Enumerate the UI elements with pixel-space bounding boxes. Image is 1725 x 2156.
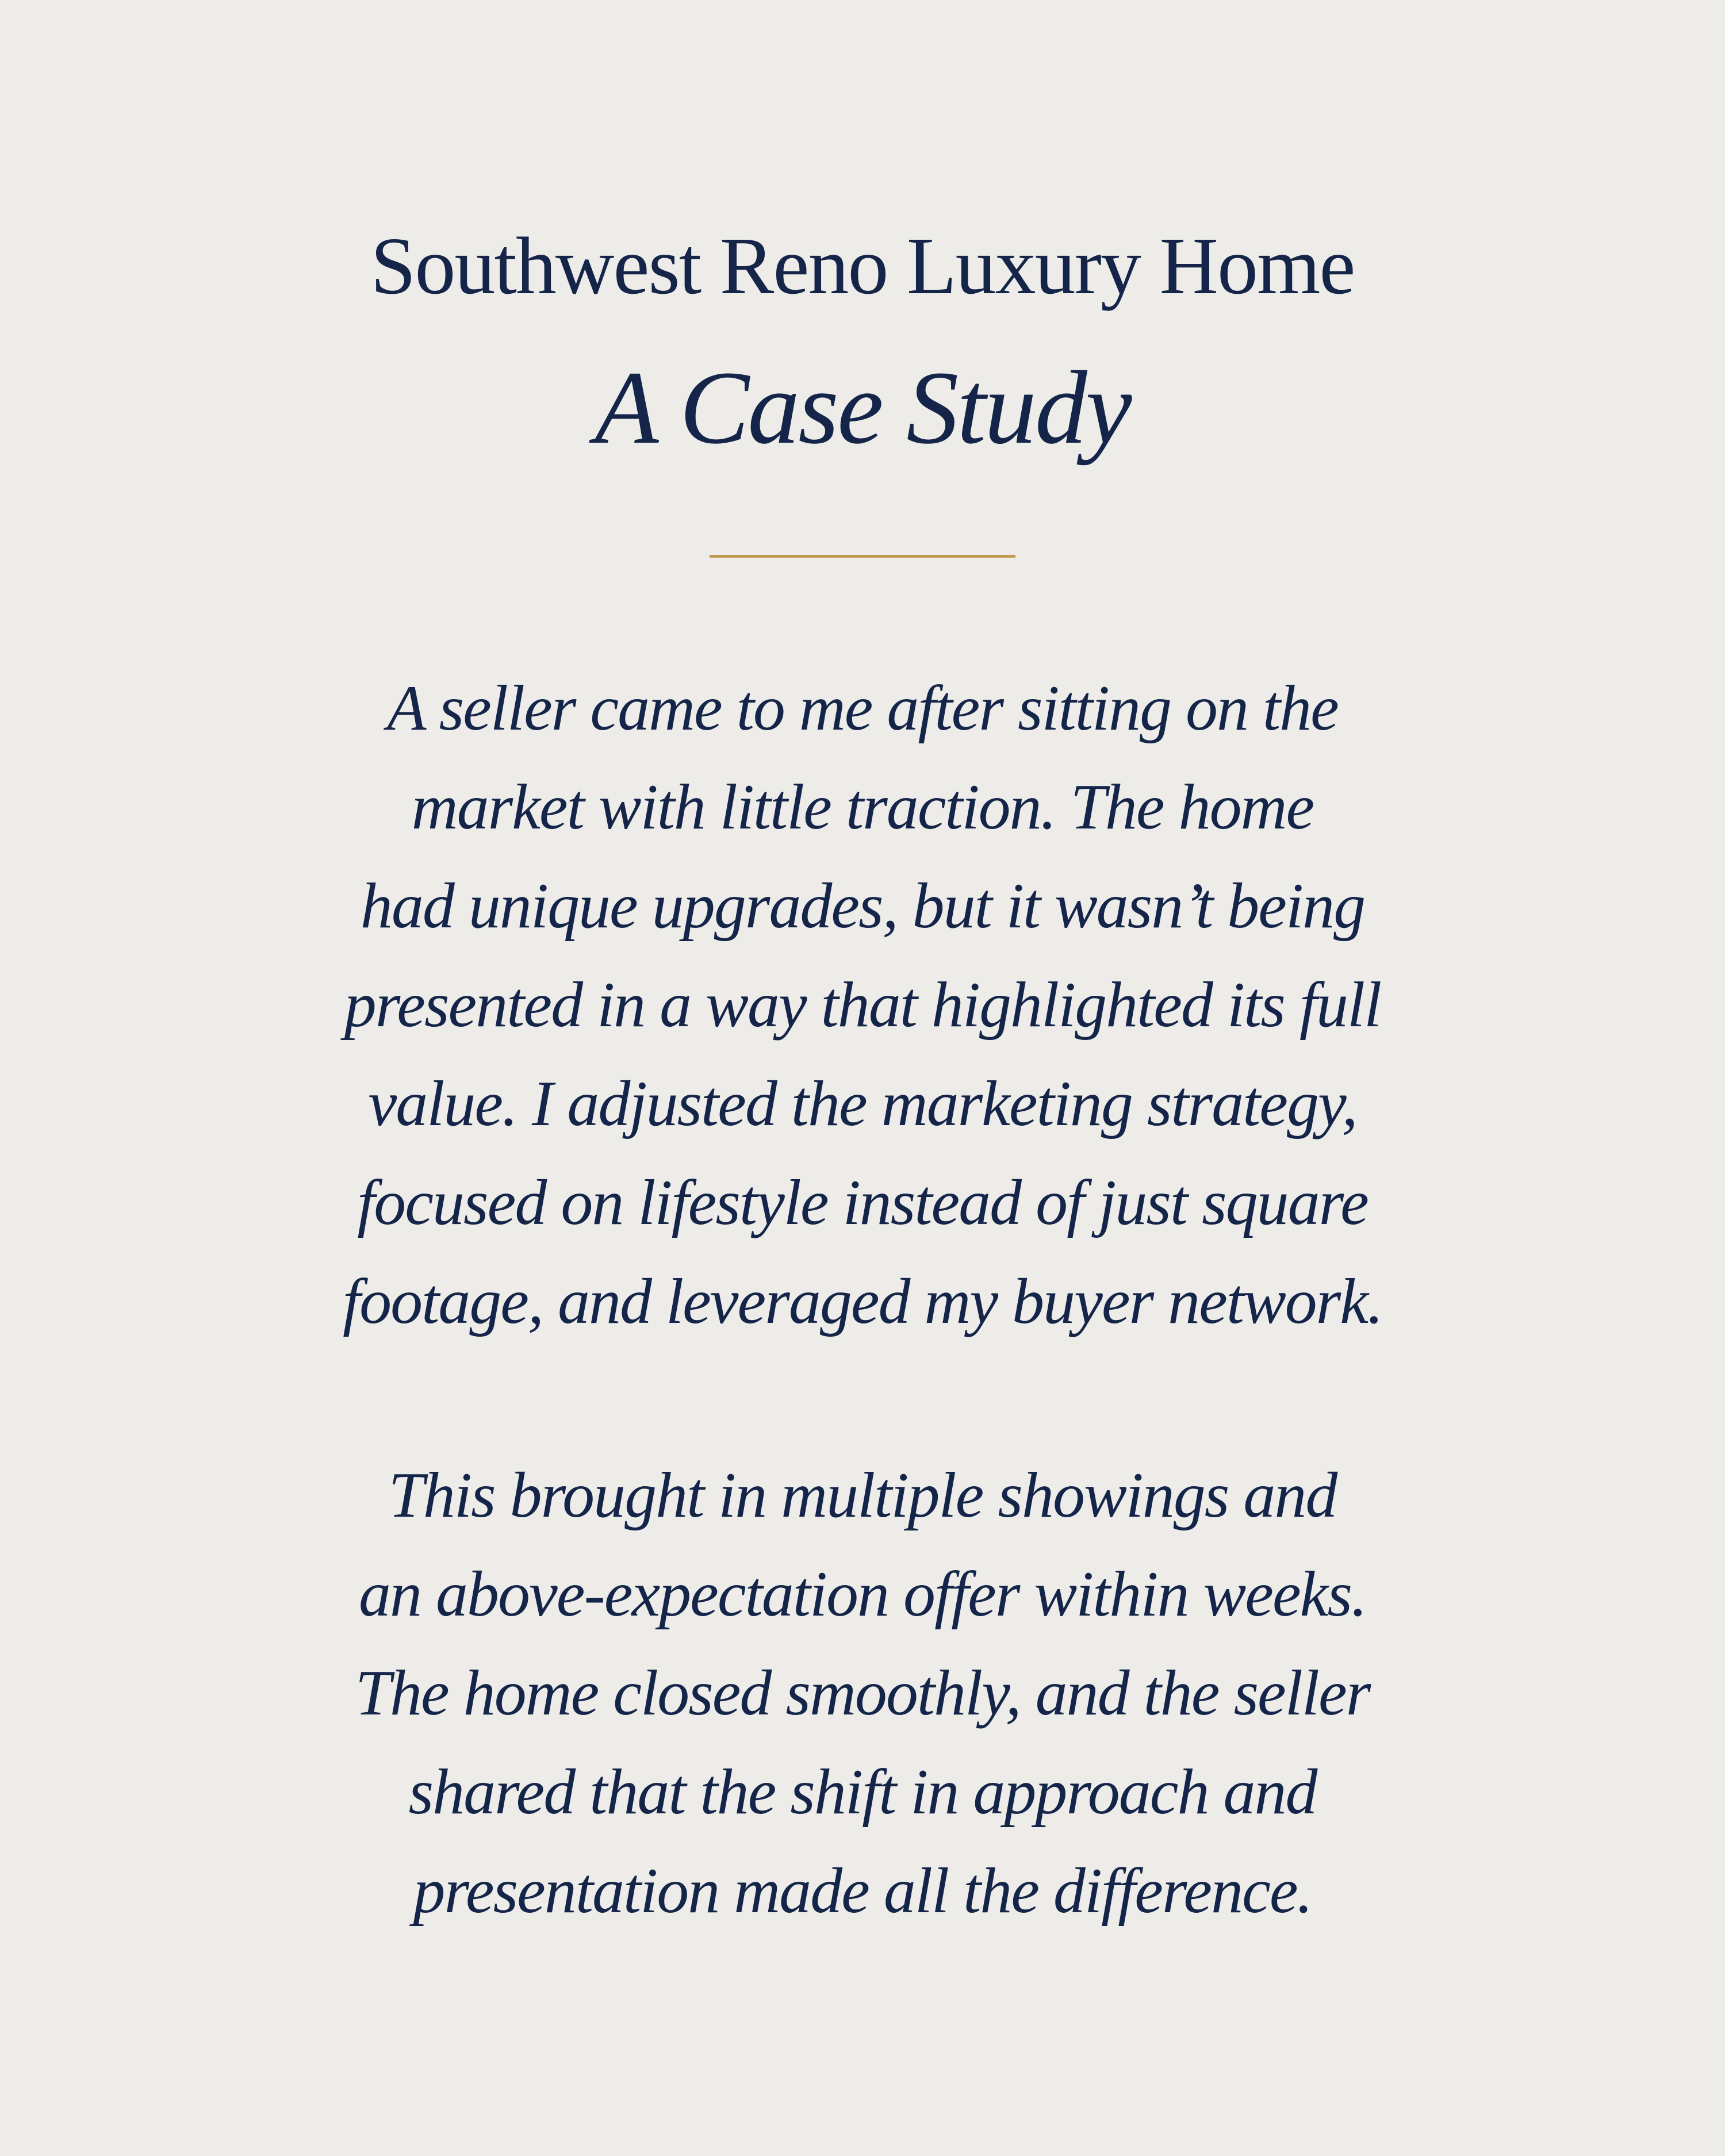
page-subtitle: A Case Study <box>595 350 1130 466</box>
paragraph-line: an above-expectation offer within weeks. <box>359 1559 1366 1630</box>
paragraph-line: market with little traction. The home <box>411 772 1314 843</box>
paragraph-line: value. I adjusted the marketing strategy, <box>368 1068 1357 1140</box>
paragraph-line: had unique upgrades, but it wasn’t being <box>360 870 1365 942</box>
paragraph-line: footage, and leveraged my buyer network. <box>343 1266 1382 1337</box>
page-title: Southwest Reno Luxury Home <box>370 220 1355 311</box>
paragraph-line: The home closed smoothly, and the seller <box>355 1658 1370 1729</box>
paragraph-line: This brought in multiple showings and <box>388 1460 1337 1531</box>
paragraph-line: shared that the shift in approach and <box>408 1756 1317 1828</box>
body-paragraph-1 <box>0 659 1725 1351</box>
paragraph-line: A seller came to me after sitting on the <box>387 673 1338 744</box>
body-paragraph-2 <box>0 1446 1725 1940</box>
paragraph-line: focused on lifestyle instead of just square <box>357 1167 1368 1238</box>
gold-divider <box>710 555 1015 558</box>
paragraph-line: presented in a way that highlighted its full <box>344 969 1381 1041</box>
paragraph-line: presentation made all the difference. <box>413 1855 1312 1927</box>
